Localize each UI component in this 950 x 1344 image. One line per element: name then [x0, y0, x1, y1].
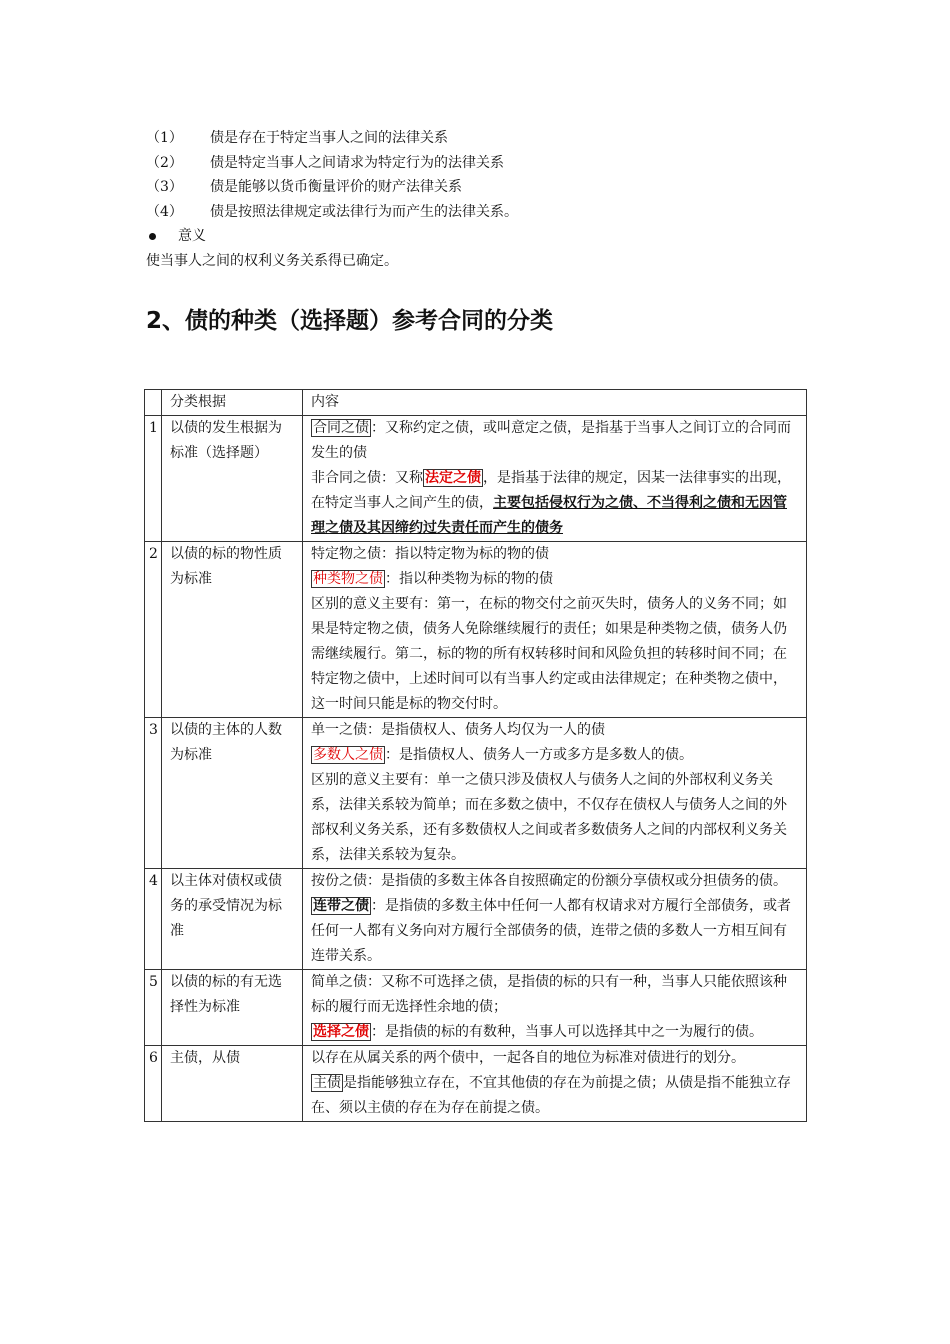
row-basis: 以债的发生根据为标准（选择题） [162, 416, 303, 542]
table-row [145, 416, 807, 542]
content-paragraph: 特定物之债：指以特定物为标的物的债 [311, 546, 549, 562]
content-paragraph: 合同之债 ：又称约定之债，或叫意定之债，是指基于当事人之间订立的合同而发生的债 [311, 420, 791, 461]
list-item: （3） 债是能够以货币衡量评价的财产法律关系 [146, 179, 462, 195]
row-number: 2 [145, 542, 162, 718]
term-contract-debt: 合同之债 [313, 420, 369, 436]
bullet-icon [149, 233, 156, 240]
table-row [145, 869, 807, 970]
header-cell-num [145, 390, 162, 416]
row-number: 1 [145, 416, 162, 542]
row-content [303, 542, 807, 718]
content-paragraph: 非合同之债：又称 法定之债 ，是指基于法律的规定，因某一法律事实的出现，在特定当事人之间产生的债，主要包括侵权行为之债、不当得利之债和无因管理之债及其因缔约过失责任而产生的债务 [311, 470, 791, 536]
header-cell-content: 内容 [303, 390, 807, 416]
content-paragraph: 按份之债：是指债的多数主体各自按照确定的份额分享债权或分担债务的债。 [311, 873, 787, 889]
row-content [303, 970, 807, 1046]
content-paragraph: 以存在从属关系的两个债中，一起各自的地位为标准对债进行的划分。 [311, 1050, 745, 1066]
row-basis: 以主体对债权或债务的承受情况为标准 [162, 869, 303, 970]
classification-table [144, 389, 807, 1122]
content-paragraph: 选择之债 ：是指债的标的有数种，当事人可以选择其中之一为履行的债。 [313, 1024, 763, 1040]
content-paragraph: 区别的意义主要有：单一之债只涉及债权人与债务人之间的外部权利义务关系，法律关系较为简单；而在多数之债中，不仅存在债权人与债务人之间的外部权利义务关系，还有多数债权人之间或者多数债务人之间的内部权利义务关系，法律关系较为复杂。 [311, 772, 787, 863]
row-basis: 主债，从债 [162, 1046, 303, 1122]
term-generic-debt: 种类物之债 [313, 571, 383, 587]
table-row [145, 542, 807, 718]
bullet-item [146, 224, 518, 249]
term-joint-debt: 连带之债 [313, 898, 369, 914]
header-cell-basis: 分类根据 [162, 390, 303, 416]
row-content [303, 718, 807, 869]
list-item: （1） 债是存在于特定当事人之间的法律关系 [146, 130, 448, 146]
row-number: 5 [145, 970, 162, 1046]
row-content [303, 869, 807, 970]
row-number: 4 [145, 869, 162, 970]
content-paragraph: 连带之债 ：是指债的多数主体中任何一人都有权请求对方履行全部债务，或者任何一人都有义务向对方履行全部债务的债，连带之债的多数人一方相互间有连带关系。 [311, 898, 791, 964]
bullet-label: 意义 [178, 228, 206, 244]
row-basis: 以债的标的有无选择性为标准 [162, 970, 303, 1046]
content-paragraph: 单一之债：是指债权人、债务人均仅为一人的债 [311, 722, 605, 738]
row-number: 3 [145, 718, 162, 869]
term-principal-debt: 主债 [313, 1075, 341, 1091]
intro-list [146, 126, 518, 273]
list-item: （4） 债是按照法律规定或法律行为而产生的法律关系。 [146, 203, 518, 220]
row-content [303, 416, 807, 542]
term-statutory-debt: 法定之债 [425, 470, 481, 486]
content-paragraph: 简单之债：又称不可选择之债，是指债的标的只有一种，当事人只能依照该种标的履行而无选择性余地的债； [311, 974, 787, 1015]
list-item: （2） 债是特定当事人之间请求为特定行为的法律关系 [146, 154, 504, 171]
content-paragraph: 主债 是指能够独立存在，不宜其他债的存在为前提之债；从债是指不能独立存在、须以主债的存在为存在前提之债。 [311, 1075, 791, 1116]
meaning-text: 使当事人之间的权利义务关系得已确定。 [146, 252, 398, 269]
content-paragraph: 多数人之债 ：是指债权人、债务人一方或多方是多数人的债。 [313, 747, 693, 763]
table-row [145, 718, 807, 869]
row-basis: 以债的标的物性质为标准 [162, 542, 303, 718]
row-number: 6 [145, 1046, 162, 1122]
table-header-row [145, 390, 807, 416]
emphasis-text: 主要包括侵权行为之债、不当得利之债和无因管理之债及其因缔约过失责任而产生的债务 [311, 495, 787, 536]
row-content [303, 1046, 807, 1122]
row-basis: 以债的主体的人数为标准 [162, 718, 303, 869]
term-plural-debt: 多数人之债 [313, 747, 383, 763]
term-selective-debt: 选择之债 [313, 1024, 369, 1040]
table-row [145, 1046, 807, 1122]
content-paragraph: 种类物之债 ：指以种类物为标的物的债 [313, 571, 553, 587]
section-title: 2、债的种类（选择题）参考合同的分类 [146, 308, 554, 334]
content-paragraph: 区别的意义主要有：第一，在标的物交付之前灭失时，债务人的义务不同；如果是特定物之债，债务人免除继续履行的责任；如果是种类物之债，债务人仍需继续履行。第二，标的物的所有权转移时间和风险负担的转移时间不同；在特定物之债中，上述时间可以有当事人约定或由法律规定；在种类物之债中，这一时间只能是标的物交付时。 [311, 596, 787, 712]
table-row [145, 970, 807, 1046]
